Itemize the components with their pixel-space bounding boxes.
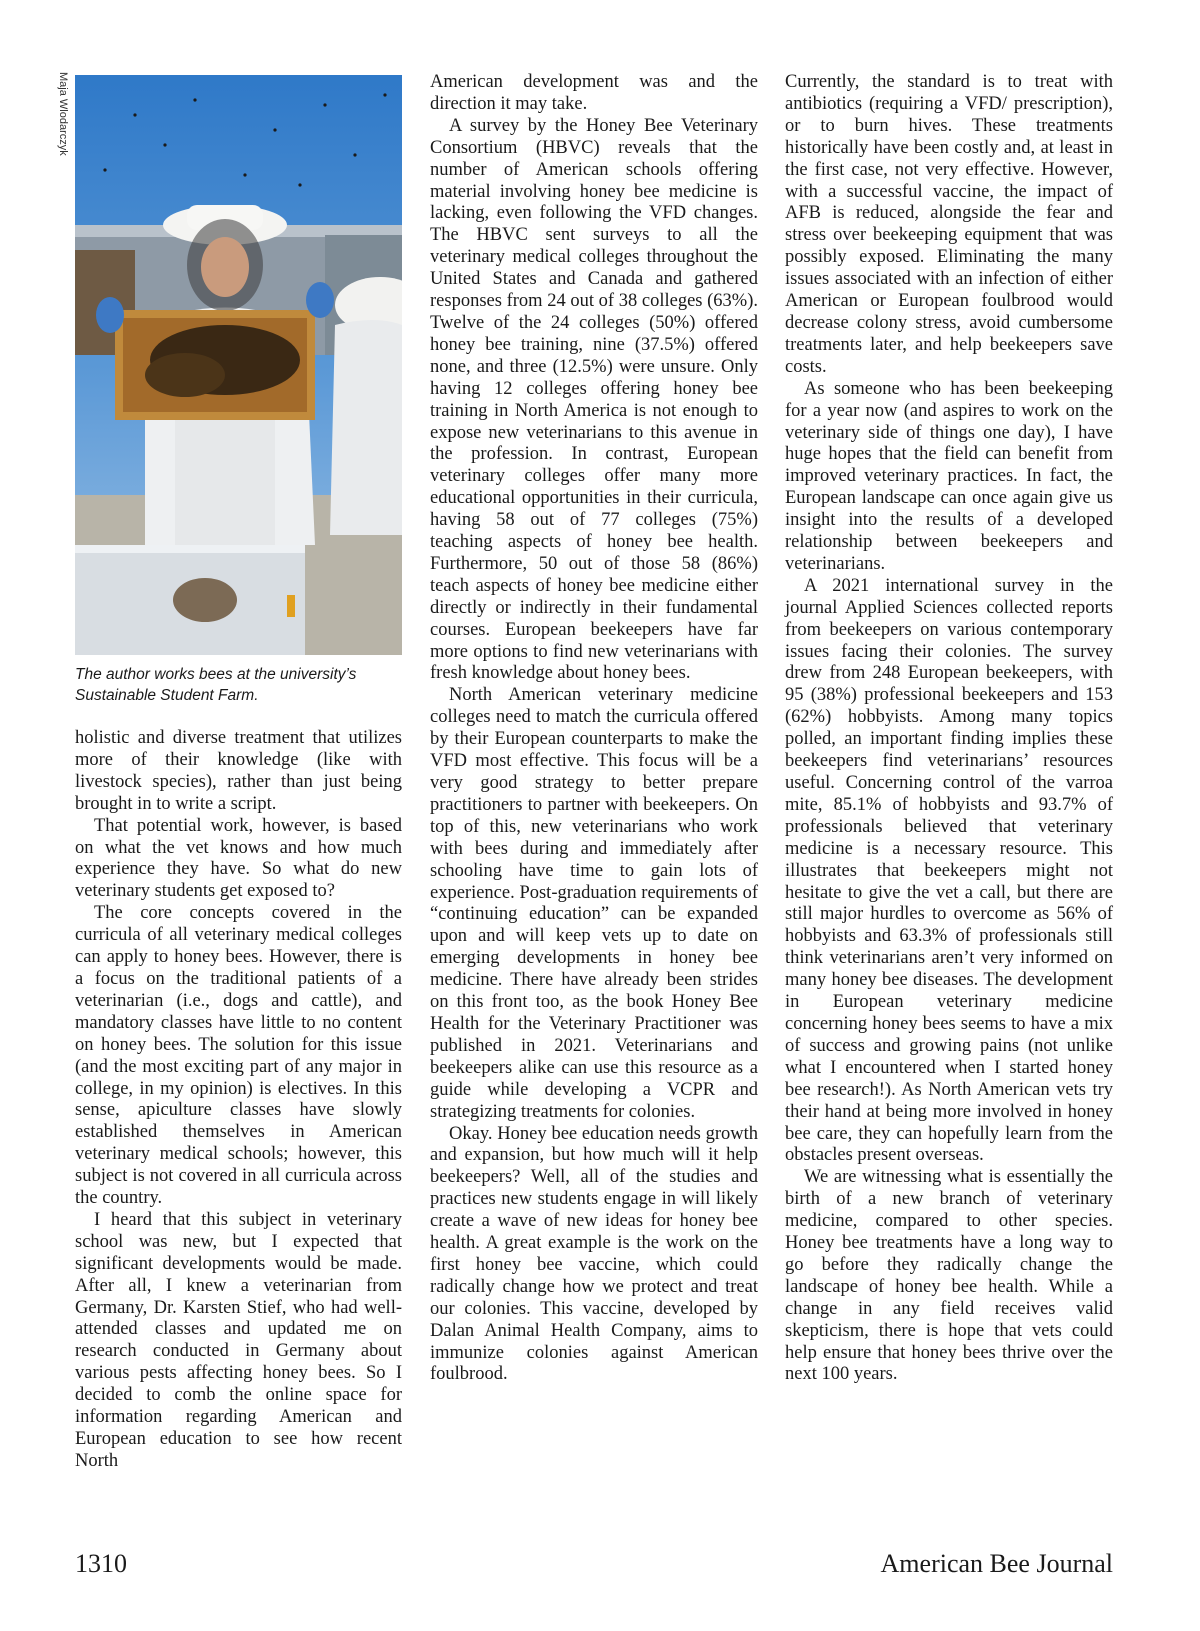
paragraph: That potential work, however, is based on what the vet knows and how much experience they have. So what do new veterinary students get exposed to?: [75, 815, 402, 902]
paragraph: North American veterinary medicine colleges need to match the curricula offered by their European counterparts to make the VFD most effective. This focus will be a very good strategy to better prepare practitioners to partner with beekeepers. On top of this, new veterinarians who work with bees during and immediately after schooling have time to gain lots of experience. Post-graduation requirements of “continuing education” can be expanded upon and will keep vets up to date on emerging developments in honey bee medicine. There have already been strides on this front too, as the book Honey Bee Health for the Veterinary Practitioner was published in 2021. Veterinarians and beekeepers alike can use this resource as a guide while developing a VCPR and strategizing treatments for colonies.: [430, 685, 758, 1122]
photo-caption: The author works bees at the university’s Sustainable Student Farm.: [75, 666, 357, 704]
paragraph: The core concepts covered in the curricula of all veterinary medical colleges can apply to honey bees. However, there is a focus on the traditional patients of a veterinarian (i.e., dogs and cattle), and mandatory classes have little to no content on honey bees. The solution for this issue (and the most exciting part of any major in college, in my opinion) is electives. In this sense, apiculture classes have slowly established themselves in American veterinary medical schools; however, this subject is not covered in all curricula across the country.: [75, 903, 402, 1209]
journal-name: American Bee Journal: [880, 1549, 1113, 1578]
paragraph: A 2021 international survey in the journal Applied Sciences collected reports from beekeepers on various contemporary issues facing their colonies. The survey drew from 248 European beekeepers, with 95 (38%) professional beekeepers and 153 (62%) hobbyists. Among many topics polled, an important finding implies these beekeepers find veterinarians’ resources useful. Concerning control of the varroa mite, 85.1% of hobbyists and 93.7% of professionals believed that veterinary medicine is a necessary resource. This illustrates that beekeepers might not hesitate to give the vet a call, but there are still major hurdles to overcome as 56% of hobbyists and 63.3% of professionals still think veterinarians aren’t very informed on many honey bee diseases. The development in European veterinary medicine concerning honey bees seems to have a mix of success and growing pains (not unlike what I encountered when I started honey bee research!). As North American vets try their hand at being more involved in honey bee care, they can hopefully learn from the obstacles present overseas.: [785, 575, 1113, 1166]
text-column-1: [75, 728, 402, 1473]
beekeeping-photo: [75, 75, 402, 655]
paragraph: American development was and the direction it may take.: [430, 72, 758, 114]
photo-credit: Maja Wlodarczyk: [57, 72, 69, 156]
text-column-3: [785, 72, 1113, 1386]
paragraph: We are witnessing what is essentially the birth of a new branch of veterinary medicine, compared to other species. Honey bee treatments have a long way to go before they radically change the landscape of honey bee health. While a change in any field receives valid skepticism, there is hope that vets could help ensure that honey bees thrive over the next 100 years.: [785, 1167, 1113, 1385]
paragraph: holistic and diverse treatment that utilizes more of their knowledge (like with livestock species), rather than just being brought in to write a script.: [75, 728, 402, 814]
text-column-2: [430, 72, 758, 1386]
paragraph: Currently, the standard is to treat with antibiotics (requiring a VFD/ prescription), or to burn hives. These treatments historically have been costly and, at least in the first case, not very effective. However, with a successful vaccine, the impact of AFB is reduced, alongside the fear and stress over beekeeping equipment that was possibly exposed. Eliminating the many issues associated with an infection of either American or European foulbrood would decrease colony stress, avoid cumbersome treatments later, and help beekeepers save costs.: [785, 72, 1113, 377]
page-number: 1310: [75, 1549, 127, 1578]
paragraph: As someone who has been beekeeping for a year now (and aspires to work on the veterinary side of things one day), I have huge hopes that the field can benefit from improved veterinary practices. In fact, the European landscape can once again give us insight into the results of a developed relationship between beekeepers and veterinarians.: [785, 378, 1113, 574]
paragraph: Okay. Honey bee education needs growth and expansion, but how much will it help beekeepers? Well, all of the studies and practices new students engage in will likely create a wave of new ideas for honey bee health. A great example is the work on the first honey bee vaccine, which could radically change how we protect and treat our colonies. This vaccine, developed by Dalan Animal Health Company, aims to immunize colonies against American foulbrood.: [430, 1123, 758, 1385]
paragraph: I heard that this subject in veterinary school was new, but I expected that significant developments would be made. After all, I knew a veterinarian from Germany, Dr. Karsten Stief, who had well-attended classes and updated me on research conducted in Germany about various pests affecting honey bees. So I decided to comb the online space for information regarding American and European education to see how recent North: [75, 1209, 402, 1471]
paragraph: A survey by the Honey Bee Veterinary Consortium (HBVC) reveals that the number of American schools offering material involving honey bee medicine is lacking, even following the VFD changes. The HBVC sent surveys to all the veterinary medical colleges throughout the United States and Canada and gathered responses from 24 out of 38 colleges (63%). Twelve of the 24 colleges (50%) offered honey bee training, nine (37.5%) offered none, and three (12.5%) were unsure. Only having 12 colleges offering honey bee training in North America is not enough to expose new veterinarians to this avenue in the profession. In contrast, European veterinary colleges offer many more educational opportunities in their curricula, having 58 out of 77 colleges (75%) teaching aspects of honey bee health. Furthermore, 50 out of those 58 (86%) teach aspects of honey bee medicine either directly or indirectly in their fundamental courses. European beekeepers have far more options to find new veterinarians with fresh knowledge about honey bees.: [430, 115, 758, 684]
